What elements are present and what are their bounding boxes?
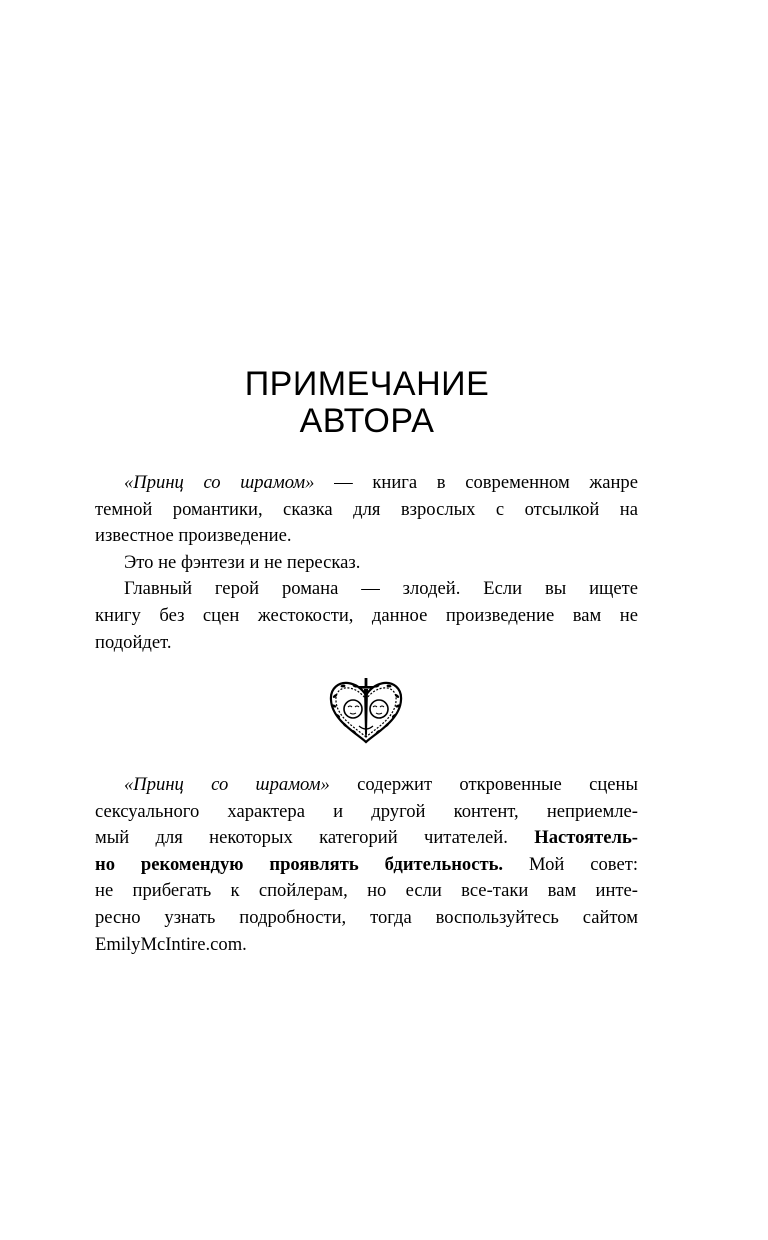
paragraph-content-warning-line-1-rest: содержит откровенные сцены	[329, 774, 638, 795]
paragraph-content-warning-line-2: сексуального характера и другой контент, неприемле-	[95, 800, 638, 822]
paragraph-villain-line-1: Главный герой романа — злодей. Если вы ищете	[124, 578, 638, 600]
page-title-line-2: АВТОРА	[299, 402, 435, 440]
paragraph-genre-line-1	[95, 470, 638, 497]
paragraph-genre-line-3: известное произведение.	[95, 525, 292, 547]
paragraph-genre-line-1-rest: — книга в современном жанре	[314, 472, 638, 493]
paragraph-genre	[95, 470, 638, 550]
emphasis-bold-start: Настоятель-	[534, 827, 638, 849]
intro-text-block	[95, 470, 638, 656]
warning-text-block	[95, 772, 638, 958]
paragraph-not-fantasy-line-1: Это не фэнтези и не пересказ.	[124, 551, 361, 573]
book-title-italic-2: «Принц со шрамом»	[124, 774, 330, 795]
paragraph-content-warning-line-1	[95, 772, 638, 799]
page-title	[0, 366, 734, 440]
heart-ornament-icon	[326, 676, 406, 746]
paragraph-content-warning-line-3-plain: мый для некоторых категорий читателей.	[95, 827, 535, 849]
paragraph-genre-line-2: темной романтики, сказка для взрослых с отсылкой на	[95, 498, 638, 520]
paragraph-villain	[95, 576, 638, 656]
book-title-italic: «Принц со шрамом»	[124, 472, 315, 493]
emphasis-bold-end: но рекомендую проявлять бдительность.	[95, 853, 504, 875]
paragraph-content-warning-line-6: ресно узнать подробности, тогда воспользуйтесь сайтом	[95, 906, 638, 928]
paragraph-content-warning	[95, 772, 638, 958]
paragraph-content-warning-line-5: не прибегать к спойлерам, но если все-таки вам инте-	[95, 880, 638, 902]
paragraph-not-fantasy	[95, 550, 638, 577]
paragraph-content-warning-line-4-rest: Мой совет:	[503, 853, 638, 875]
page-title-line-1: ПРИМЕЧАНИЕ	[244, 365, 490, 403]
paragraph-content-warning-line-4	[66, 852, 638, 879]
paragraph-villain-line-2: книгу без сцен жестокости, данное произведение вам не	[95, 604, 638, 626]
paragraph-content-warning-line-3	[66, 825, 638, 852]
paragraph-villain-line-3: подойдет.	[95, 631, 172, 653]
author-website: EmilyMcIntire.com.	[95, 933, 247, 955]
